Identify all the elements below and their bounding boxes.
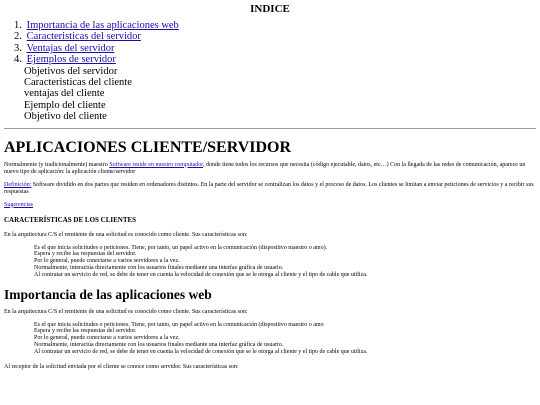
web-list [4, 322, 536, 356]
suggestions-link[interactable]: Sugerencias [4, 201, 33, 208]
list-item: Espera y recibe las respuestas del servidor. [34, 251, 137, 258]
definition-link[interactable]: Definición: [4, 181, 32, 188]
intro-text-end: , donde tiene todos los recursos que necesita (código ejecutable, datos, etc…) Con la llegada de las redes de comunicación, aparece un nuevo tipo de aplicación: la aplicación cliente/servidor [4, 161, 526, 175]
toc-link-importancia[interactable]: Importancia de las aplicaciones web [26, 20, 179, 31]
list-item: Normalmente, interactúa directamente con los usuarios finales mediante una interfaz gráfica de usuario. [34, 342, 284, 349]
list-item: Por lo general, puede conectarse a varios servidores a la vez. [34, 258, 180, 265]
list-item: Por lo general, puede conectarse a varios servidores a la vez. [34, 335, 180, 342]
toc-subitem: Ejemplo del cliente [24, 99, 106, 111]
clients-list [4, 245, 536, 279]
toc-number: 2. [14, 31, 22, 43]
divider [4, 128, 536, 129]
toc-link-ventajas[interactable]: Ventajas del servidor [26, 42, 115, 54]
list-item: Al contratar un servicio de red, se debe de tener en cuenta la velocidad de conexión que se le otorga al cliente y el tipo de cable que utiliza. [34, 348, 368, 355]
list-item: Al contratar un servicio de red, se debe de tener en cuenta la velocidad de conexión que se le otorga al cliente y el tipo de cable que utiliza. [34, 271, 368, 278]
web-intro: En la arquitectura C/S el remitente de una solicitud es conocido como cliente. Sus características son: [4, 308, 248, 315]
toc-subitem: ventajas del cliente [24, 88, 105, 100]
list-item: Es el que inicia solicitudes o peticiones. Tiene, por tanto, un papel activo en la comunicación (dispositivo maestro o amo [34, 321, 324, 328]
toc-link-caracteristicas[interactable]: Caracteristicas del servidor [26, 31, 141, 43]
toc-number: 3. [14, 42, 22, 54]
clients-heading: CARACTERÍSTICAS DE LOS CLIENTES [4, 215, 137, 224]
web-heading: Importancia de las aplicaciones web [4, 286, 212, 302]
toc-subitem: Caracteristicas del cliente [24, 77, 132, 89]
clients-intro: En la arquitectura C/S el remitente de una solicitud es conocido como cliente. Sus características son: [4, 231, 248, 238]
toc-item-importancia [14, 20, 536, 31]
toc-number: 1. [14, 20, 22, 31]
list-item: Es el que inicia solicitudes o peticiones. Tiene, por tanto, un papel activo en la comunicación (dispositivo maestro o amo). [34, 244, 328, 251]
server-intro: Al receptor de la solicitud enviada por el cliente se conoce como servidor. Sus características son: [4, 363, 239, 370]
toc-subitem: Objetivos del servidor [24, 65, 118, 77]
list-item: Normalmente, interactúa directamente con los usuarios finales mediante una interfaz gráfica de usuario. [34, 265, 284, 272]
definition-paragraph [4, 182, 536, 196]
toc-number: 4. [14, 54, 22, 66]
toc-link-ejemplos[interactable]: Ejemplos de servidor [26, 54, 116, 66]
index-title: INDICE [250, 3, 290, 15]
definition-text: Software dividido en dos partes que residen en ordenadores distintos. En la parte del servidor se centralizan los datos y el proceso de datos. Los clientes se limitan a enviar peticiones de servicios y a recibir sus respuestas [4, 181, 534, 195]
toc-item-caracteristicas [14, 31, 536, 42]
table-of-contents [4, 20, 536, 123]
software-link[interactable]: Software reside en nuestro computador [109, 161, 204, 168]
toc-item-ejemplos [14, 54, 536, 65]
list-item: Espera y recibe las respuestas del servidor. [34, 328, 137, 335]
toc-subitem: Objetivo del cliente [24, 111, 107, 123]
main-heading: APLICACIONES CLIENTE/SERVIDOR [4, 138, 292, 156]
toc-item-ventajas [14, 43, 536, 54]
intro-paragraph [4, 162, 536, 176]
intro-text-start: Normalmente (y tradicionalmente) maestro [4, 161, 110, 168]
